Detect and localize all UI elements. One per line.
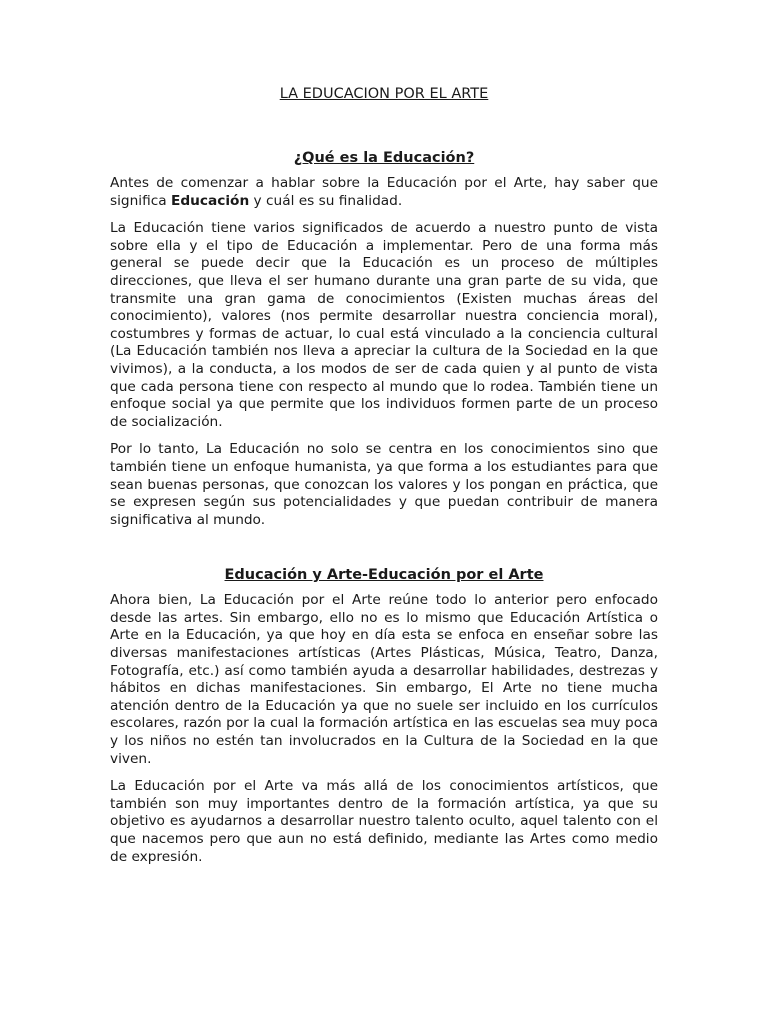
section-heading-educacion-y-arte: Educación y Arte-Educación por el Arte [224,567,544,584]
paragraph-definition: La Educación tiene varios significados de acuerdo a nuestro punto de vista sobre ella y el tipo de Educación a implementar. Pero de una forma más general se puede decir que la Educación es un proceso de múltiples direcciones, que lleva el ser humano durante una gran parte de su vida, que transmite una gran gama de conocimientos (Existen muchas áreas del conocimiento), valores (nos permite desarrollar nuestra conciencia moral), costumbres y formas de actuar, lo cual está vinculado a la conciencia cultural (La Educación también nos lleva a apreciar la cultura de la Sociedad en la que vivimos), a la conducta, a los modos de ser de cada quien y al punto de vista que cada persona tiene con respecto al mundo que lo rodea. También tiene un enfoque social ya que permite que los individuos formen parte de un proceso de socialización. [110,220,658,430]
document-title: LA EDUCACION POR EL ARTE [279,86,489,102]
paragraph-arte-educacion: Ahora bien, La Educación por el Arte reúne todo lo anterior pero enfocado desde las artes. Sin embargo, ello no es lo mismo que Educación Artística o Arte en la Educación, ya que hoy en día esta se enfoca en enseñar sobre las diversas manifestaciones artísticas (Artes Plásticas, Música, Teatro, Danza, Fotografía, etc.) así como también ayuda a desarrollar habilidades, destrezas y hábitos en dichas manifestaciones. Sin embargo, El Arte no tiene mucha atención dentro de la Educación ya que no suele ser incluido en los currículos escolares, razón por la cual la formación artística en las escuelas sea muy poca y los niños no estén tan involucrados en la Cultura de la Sociedad en la que viven. [110,592,658,767]
section-heading-que-es-educacion: ¿Qué es la Educación? [293,150,475,166]
paragraph-mas-alla: La Educación por el Arte va más allá de los conocimientos artísticos, que también son muy importantes dentro de la formación artística, ya que su objetivo es ayudarnos a desarrollar nuestro talento oculto, aquel talento con el que nacemos pero que aun no está definido, mediante las Artes como medio de expresión. [110,778,658,865]
paragraph-intro [110,175,658,210]
paragraph-intro-bold-term: Educación [171,192,250,209]
paragraph-intro-text-start: Antes de comenzar a hablar sobre la Educación por el Arte, hay saber que significa [110,175,658,209]
paragraph-humanist: Por lo tanto, La Educación no solo se centra en los conocimientos sino que también tiene un enfoque humanista, ya que forma a los estudiantes para que sean buenas personas, que conozcan los valores y los pongan en práctica, que se expresen según sus potencialidades y que puedan contribuir de manera significativa al mundo. [110,441,658,528]
paragraph-intro-text-end: y cuál es su finalidad. [249,192,403,209]
document-page [110,84,658,876]
